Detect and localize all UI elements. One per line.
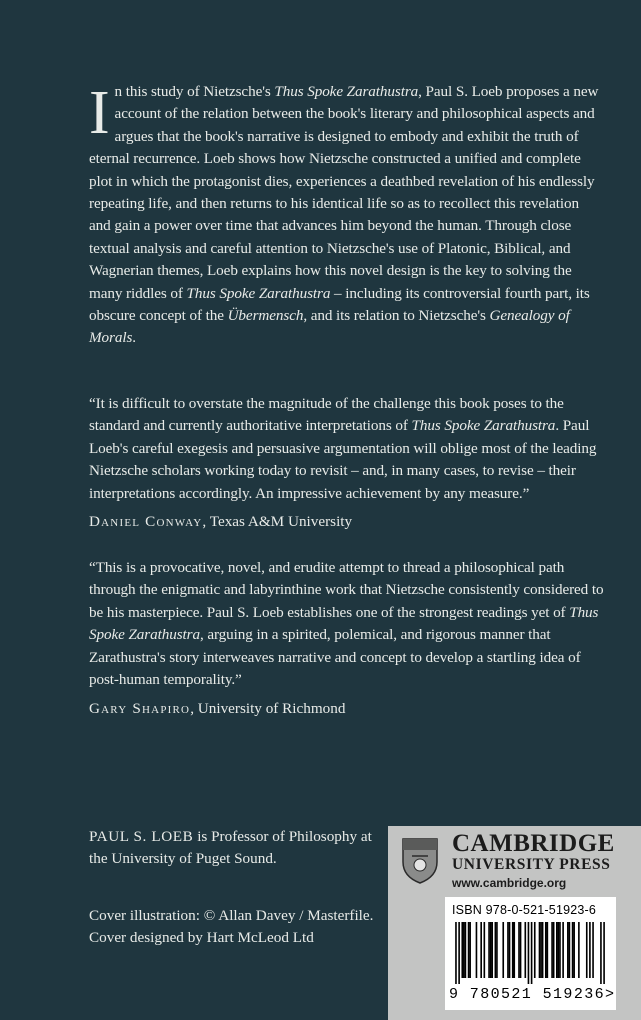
- barcode-bar: [513, 922, 515, 978]
- barcode-bar: [542, 922, 544, 978]
- isbn-label: ISBN 978-0-521-51923-6: [452, 903, 597, 917]
- barcode-bar: [531, 922, 533, 984]
- barcode-bar: [540, 922, 542, 978]
- barcode-bar: [512, 922, 514, 978]
- barcode-bar: [558, 922, 560, 978]
- publisher-subtitle: UNIVERSITY PRESS: [452, 856, 611, 873]
- barcode-bar: [480, 922, 482, 978]
- text-run: “It is difficult to overstate the magnitude of the challenge this book poses to the standard and currently authoritative interpretations of: [89, 395, 564, 435]
- reviewer-name: Daniel Conway: [89, 513, 203, 530]
- barcode-bar: [490, 922, 492, 978]
- barcode-bar: [589, 922, 591, 978]
- barcode-bar: [520, 922, 522, 978]
- text-run: .: [132, 329, 136, 347]
- barcode-bar: [586, 922, 588, 978]
- barcode-bar: [468, 922, 470, 978]
- author-bio-text: is Professor of Philosophy at the University of Puget Sound.: [89, 828, 372, 867]
- barcode-bar: [592, 922, 594, 978]
- barcode-bar: [534, 922, 536, 978]
- barcode-bar: [562, 922, 564, 978]
- barcode-bar: [461, 922, 463, 978]
- description-text: [89, 79, 599, 347]
- barcode-bar: [495, 922, 497, 978]
- review-quote-2: [89, 557, 614, 691]
- barcode-bar: [518, 922, 520, 978]
- barcode-icon: [452, 922, 608, 984]
- barcode-bar: [559, 922, 561, 978]
- ean-quiet-mark: >: [605, 986, 616, 1003]
- barcode-bar: [528, 922, 530, 984]
- text-run: n this study of Nietzsche's: [114, 83, 275, 100]
- reviewer-affiliation: , University of Richmond: [190, 700, 346, 717]
- barcode-bar: [458, 922, 460, 984]
- barcode-bar: [567, 922, 569, 978]
- barcode-bar: [578, 922, 580, 978]
- barcode-bar: [545, 922, 547, 978]
- text-run: , arguing in a spirited, polemical, and rigorous manner that Zarathustra's story interweaves narrative and concept to develop a startling idea of post-human temporality.”: [89, 626, 581, 689]
- barcode-bar: [476, 922, 478, 978]
- review-attribution-2: [89, 700, 345, 718]
- reviewer-name: Gary Shapiro: [89, 700, 191, 717]
- barcode-bar: [455, 922, 457, 984]
- illustration-credit: Cover illustration: © Allan Davey / Masterfile.: [89, 907, 374, 924]
- barcode-bar: [484, 922, 486, 978]
- barcode-bar: [524, 922, 526, 978]
- cambridge-crest-icon: [400, 836, 440, 884]
- review-quote-1: [89, 393, 614, 505]
- author-bio: [89, 826, 379, 870]
- barcode-bar: [572, 922, 574, 978]
- text-run: . Paul Loeb's careful exegesis and persuasive argumentation will oblige most of the leading Nietzsche scholars working today to revisit – and, in many cases, to revise – their interpretations accordingly. An impressive achievement by any measure.”: [89, 417, 597, 502]
- barcode-bar: [469, 922, 471, 978]
- italic-title: Thus Spoke Zarathustra: [186, 284, 331, 302]
- text-run: “This is a provocative, novel, and erudite attempt to thread a philosophical path through the enigmatic and labyrinthine work that Nietzsche consistently considered to be his masterpiece. Paul S. Loeb establishes one of the strongest readings yet of: [89, 559, 604, 621]
- barcode-bar: [556, 922, 558, 978]
- barcode-bar: [491, 922, 493, 978]
- barcode-bar: [551, 922, 553, 978]
- barcode-bar: [603, 922, 605, 984]
- italic-title: Genealogy of Morals: [89, 307, 570, 347]
- barcode-bar: [547, 922, 549, 978]
- design-credit: Cover designed by Hart McLeod Ltd: [89, 929, 314, 947]
- barcode-bar: [463, 922, 465, 978]
- review-attribution-1: [89, 513, 352, 531]
- barcode-bar: [553, 922, 555, 978]
- ean-digits: [449, 986, 615, 1003]
- italic-title: Thus Spoke Zarathustra: [274, 83, 419, 100]
- barcode-bar: [465, 922, 467, 978]
- text-run: , Paul S. Loeb proposes a new account of the relation between the book's literary and philosophical aspects and argues that the book's narrative is designed to embody and exhibit the truth of eternal recurrence. Loeb shows how Nietzsche constructed a unified and complete plot in which the protagonist dies, experiences a deathbed revelation of his endlessly repeating life, and then returns to his identical life so as to recollect this revelation and gain a power over time that advances him beyond the human. Through close textual analysis and careful attention to Nietzsche's use of Platonic, Biblical, and Wagnerian themes, Loeb explains how this novel design is the key to solving the many riddles of: [89, 83, 599, 302]
- barcode-bar: [600, 922, 602, 984]
- publisher-url: www.cambridge.org: [452, 876, 567, 890]
- text-run: – including its controversial fourth part, its obscure concept of the: [89, 284, 590, 325]
- barcode-bar: [539, 922, 541, 978]
- text-run: , and its relation to Nietzsche's: [303, 307, 490, 325]
- barcode-bar: [573, 922, 575, 978]
- barcode-bar: [502, 922, 504, 978]
- author-name: PAUL S. LOEB: [89, 828, 194, 845]
- italic-title: Thus Spoke Zarathustra: [89, 603, 599, 644]
- italic-title: Übermensch: [227, 307, 304, 325]
- italic-title: Thus Spoke Zarathustra: [411, 417, 556, 435]
- barcode-bar: [507, 922, 509, 978]
- reviewer-affiliation: , Texas A&M University: [202, 513, 353, 530]
- ean-number: 9 780521 519236: [449, 986, 606, 1003]
- barcode-bar: [569, 922, 571, 978]
- barcode-bar: [488, 922, 490, 978]
- barcode-bar: [509, 922, 511, 978]
- book-description: [89, 81, 599, 350]
- barcode-bar: [496, 922, 498, 978]
- cover-credits: [89, 905, 379, 950]
- drop-cap: I: [89, 79, 110, 147]
- publisher-name: CAMBRIDGE: [452, 830, 615, 857]
